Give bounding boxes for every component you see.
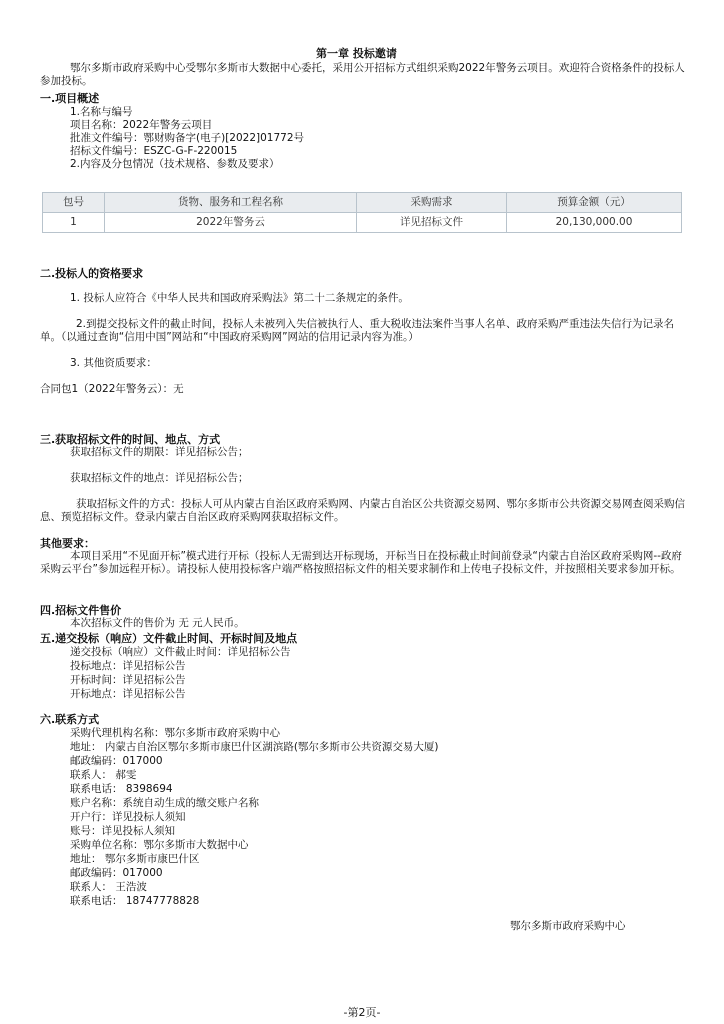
s3-line: 获取招标文件的期限：详见招标公告； [70,446,249,458]
table-header-cell: 包号 [43,193,105,213]
section-1-heading: 一.项目概述 [40,92,100,105]
s6-line: 地址： 鄂尔多斯市康巴什区 [70,853,200,865]
s6-line: 开户行：详见投标人须知 [70,811,186,823]
s5-line: 开标地点：详见招标公告 [70,688,186,700]
s1-line: 2.内容及分包情况（技术规格、参数及要求） [70,158,280,170]
section-4-heading: 四.招标文件售价 [40,604,122,617]
signature: 鄂尔多斯市政府采购中心 [510,920,626,932]
s4-line: 本次招标文件的售价为 无 元人民币。 [70,617,245,629]
section-2-heading: 二.投标人的资格要求 [40,267,144,280]
s1-line: 1.名称与编号 [70,106,133,118]
s6-line: 账户名称：系统自动生成的缴交账户名称 [70,797,259,809]
page-number: -第2页- [343,1006,381,1019]
s2-paragraph: 1. 投标人应符合《中华人民共和国政府采购法》第二十二条规定的条件。 [70,292,409,304]
table-cell: 2022年警务云 [105,213,357,233]
table-row [43,213,682,233]
s5-line: 投标地点：详见招标公告 [70,660,186,672]
section-3-heading: 三.获取招标文件的时间、地点、方式 [40,433,221,446]
s5-line: 开标时间：详见招标公告 [70,674,186,686]
s6-line: 联系人： 王浩波 [70,881,147,893]
s3-paragraph: 获取招标文件的方式：投标人可从内蒙古自治区政府采购网、内蒙古自治区公共资源交易网、鄂尔多斯市公共资源交易网查阅采购信息、预览招标文件。登录内蒙古自治区政府采购网获取招标文件。 [40,498,685,523]
other-paragraph: 本项目采用“不见面开标”模式进行开标（投标人无需到达开标现场，开标当日在投标截止时间前登录“内蒙古自治区政府采购网--政府采购云平台”参加远程开标）。请投标人使用投标客户端严格按照招标文件的相关要求制作和上传电子投标文件，并按照相关要求参加开标。 [40,550,682,575]
section-6-heading: 六.联系方式 [40,713,100,726]
package-table [42,192,682,233]
s6-line: 地址： 内蒙古自治区鄂尔多斯市康巴什区湖滨路(鄂尔多斯市公共资源交易大厦) [70,741,439,753]
s1-line: 招标文件编号：ESZC-G-F-220015 [70,145,238,157]
s6-line: 采购单位名称：鄂尔多斯市大数据中心 [70,839,249,851]
s2-paragraph: 合同包1（2022年警务云）：无 [40,383,184,395]
table-header-cell: 预算金额（元） [507,193,682,213]
intro-paragraph: 鄂尔多斯市政府采购中心受鄂尔多斯市大数据中心委托，采用公开招标方式组织采购2022年警务云项目。欢迎符合资格条件的投标人参加投标。 [40,62,685,87]
table-header-cell: 货物、服务和工程名称 [105,193,357,213]
s6-line: 邮政编码：017000 [70,755,163,767]
section-5-heading: 五.递交投标（响应）文件截止时间、开标时间及地点 [40,632,298,645]
s6-line: 联系电话： 8398694 [70,783,173,795]
table-cell: 1 [43,213,105,233]
s2-paragraph: 3. 其他资质要求： [70,357,157,369]
s6-line: 联系人： 郝雯 [70,769,137,781]
chapter-title: 第一章 投标邀请 [316,47,397,60]
s1-line: 项目名称：2022年警务云项目 [70,119,213,131]
s1-line: 批准文件编号：鄂财购备字(电子)[2022]01772号 [70,132,305,144]
s6-line: 联系电话： 18747778828 [70,895,200,907]
s6-line: 采购代理机构名称：鄂尔多斯市政府采购中心 [70,727,280,739]
s3-line: 获取招标文件的地点：详见招标公告； [70,472,249,484]
s6-line: 账号：详见投标人须知 [70,825,175,837]
other-heading: 其他要求： [40,537,95,550]
s5-line: 递交投标（响应）文件截止时间：详见招标公告 [70,646,291,658]
table-cell: 20,130,000.00 [507,213,682,233]
table-header-cell: 采购需求 [357,193,507,213]
s6-line: 邮政编码：017000 [70,867,163,879]
table-header-row [43,193,682,213]
s2-paragraph: 2.到提交投标文件的截止时间，投标人未被列入失信被执行人、重大税收违法案件当事人名单、政府采购严重违法失信行为记录名单。（以通过查询“信用中国”网站和“中国政府采购网”网站的信用记录内容为准。） [40,318,675,343]
table-cell: 详见招标文件 [357,213,507,233]
